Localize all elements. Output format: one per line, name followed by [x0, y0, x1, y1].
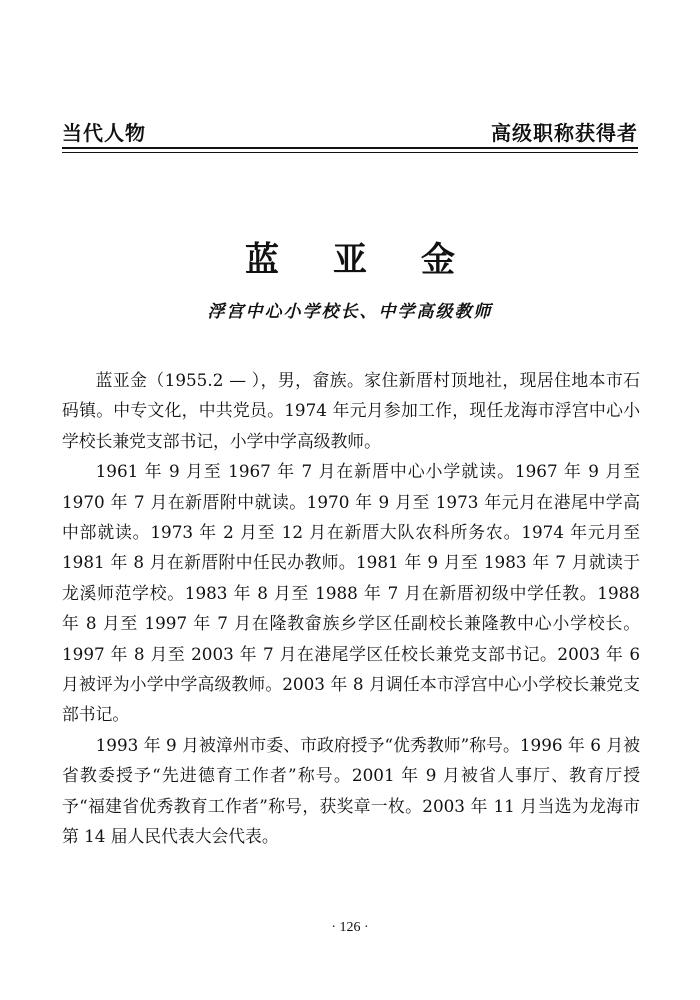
header-rule-thin	[62, 152, 638, 153]
biography-body	[62, 365, 640, 852]
header-section-label: 当代人物	[62, 121, 146, 145]
page-number: · 126 ·	[331, 920, 369, 935]
biography-paragraph-history: 1961 年 9 月至 1967 年 7 月在新厝中心小学就读。1967 年 9 月至 1970 年 7 月在新厝附中就读。1970 年 9 月至 1973 年元月在港尾中学高中部就读。1973 年 2 月至 12 月在新厝大队农科所务农。1974 年元月至 1981 年 8 月在新厝附中任民办教师。1981 年 9 月至 1983 年 7 月就读于龙溪师范学校。1983 年 8 月至 1988 年 7 月在新厝初级中学任教。1988 年 8 月至 1997 年 7 月在隆教畲族乡学区任副校长兼隆教中心小学校长。1997 年 8 月至 2003 年 7 月在港尾学区任校长兼党支部书记。2003 年 6 月被评为小学中学高级教师。2003 年 8 月调任本市浮宫中心小学校长兼党支部书记。	[62, 461, 640, 725]
header-category-label: 高级职称获得者	[491, 121, 638, 145]
person-position-subtitle: 浮宫中心小学校长、中学高级教师	[207, 302, 493, 322]
person-name-title: 蓝亚金	[245, 240, 509, 280]
biography-paragraph-intro: 蓝亚金（1955.2 — ），男，畲族。家住新厝村顶地社，现居住地本市石码镇。中专文化，中共党员。1974 年元月参加工作，现任龙海市浮宫中心小学校长兼党支部书记，小学中学高级教师。	[62, 370, 640, 451]
running-header	[62, 117, 638, 146]
biography-paragraph-honors: 1993 年 9 月被漳州市委、市政府授予“优秀教师”称号。1996 年 6 月被省教委授予“先进德育工作者”称号。2001 年 9 月被省人事厅、教育厅授予“福建省优秀教育工作者”称号，获奖章一枚。2003 年 11 月当选为龙海市第 14 届人民代表大会代表。	[62, 734, 640, 847]
header-rule-thick	[62, 147, 638, 149]
